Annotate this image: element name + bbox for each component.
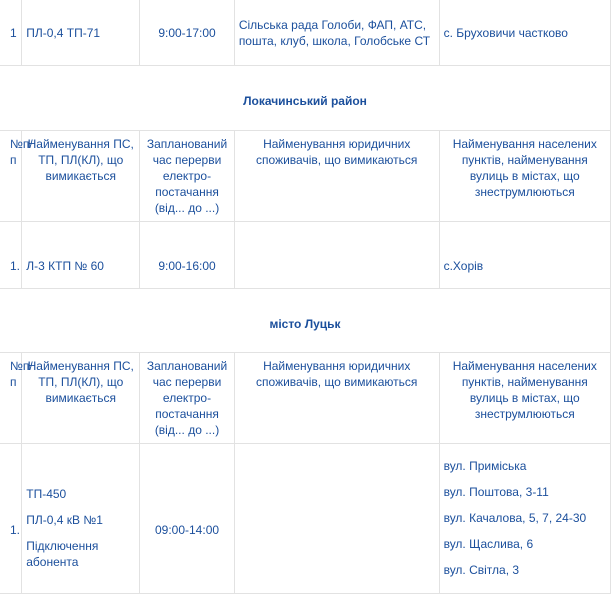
settlements xyxy=(439,444,610,594)
line-name: ПЛ-0,4 ТП-71 xyxy=(22,0,140,66)
district-row xyxy=(0,66,611,131)
table-header-row xyxy=(0,131,611,222)
table-row xyxy=(0,0,611,66)
header-settlements: Найменування населених пунктів, найменування вулиць в містах, що знеструмлюються xyxy=(439,131,610,222)
table-header-row xyxy=(0,353,611,444)
header-time: Запланований час перерви електро-постачання (від... до ...) xyxy=(140,353,235,444)
district-row xyxy=(0,289,611,353)
street-item: вул. Качалова, 5, 7, 24-30 xyxy=(443,511,587,525)
row-number: 1. xyxy=(0,444,22,594)
table-row xyxy=(0,444,611,594)
street-item: вул. Поштова, 3-11 xyxy=(443,485,549,499)
outage-time: 9:00-16:00 xyxy=(140,222,235,289)
header-time: Запланований час перерви електро-постачання (від... до ...) xyxy=(140,131,235,222)
table-row xyxy=(0,222,611,289)
line-name xyxy=(22,444,140,594)
header-consumers: Найменування юридичних споживачів, що вимикаються xyxy=(234,131,439,222)
outage-time: 09:00-14:00 xyxy=(140,444,235,594)
street-item: вул. Щаслива, 6 xyxy=(443,537,534,551)
row-number: 1 xyxy=(0,0,22,66)
settlements: с. Бруховичи частково xyxy=(439,0,610,66)
header-number: №п/п xyxy=(0,353,22,444)
consumers: Сільська рада Голоби, ФАП, АТС, пошта, клуб, школа, Голобське СТ xyxy=(234,0,439,66)
consumers xyxy=(234,444,439,594)
consumers xyxy=(234,222,439,289)
header-line: Найменування ПС, ТП, ПЛ(КЛ), що вимикається xyxy=(22,131,140,222)
header-number: №п/п xyxy=(0,131,22,222)
line-name-part: Підключення абонента xyxy=(26,538,99,569)
settlements: с.Хорів xyxy=(439,222,610,289)
street-item: вул. Приміська xyxy=(443,459,527,473)
header-settlements: Найменування населених пунктів, найменування вулиць в містах, що знеструмлюються xyxy=(439,353,610,444)
line-name-part: ПЛ-0,4 кВ №1 xyxy=(26,512,103,527)
header-consumers: Найменування юридичних споживачів, що вимикаються xyxy=(234,353,439,444)
street-item: вул. Світла, 3 xyxy=(443,563,520,577)
line-name: Л-3 КТП № 60 xyxy=(22,222,140,289)
district-title: Локачинський район xyxy=(0,66,611,131)
header-line: Найменування ПС, ТП, ПЛ(КЛ), що вимикається xyxy=(22,353,140,444)
outage-time: 9:00-17:00 xyxy=(140,0,235,66)
district-title: місто Луцьк xyxy=(0,289,611,353)
row-number: 1. xyxy=(0,222,22,289)
line-name-part: ТП-450 xyxy=(26,486,67,501)
